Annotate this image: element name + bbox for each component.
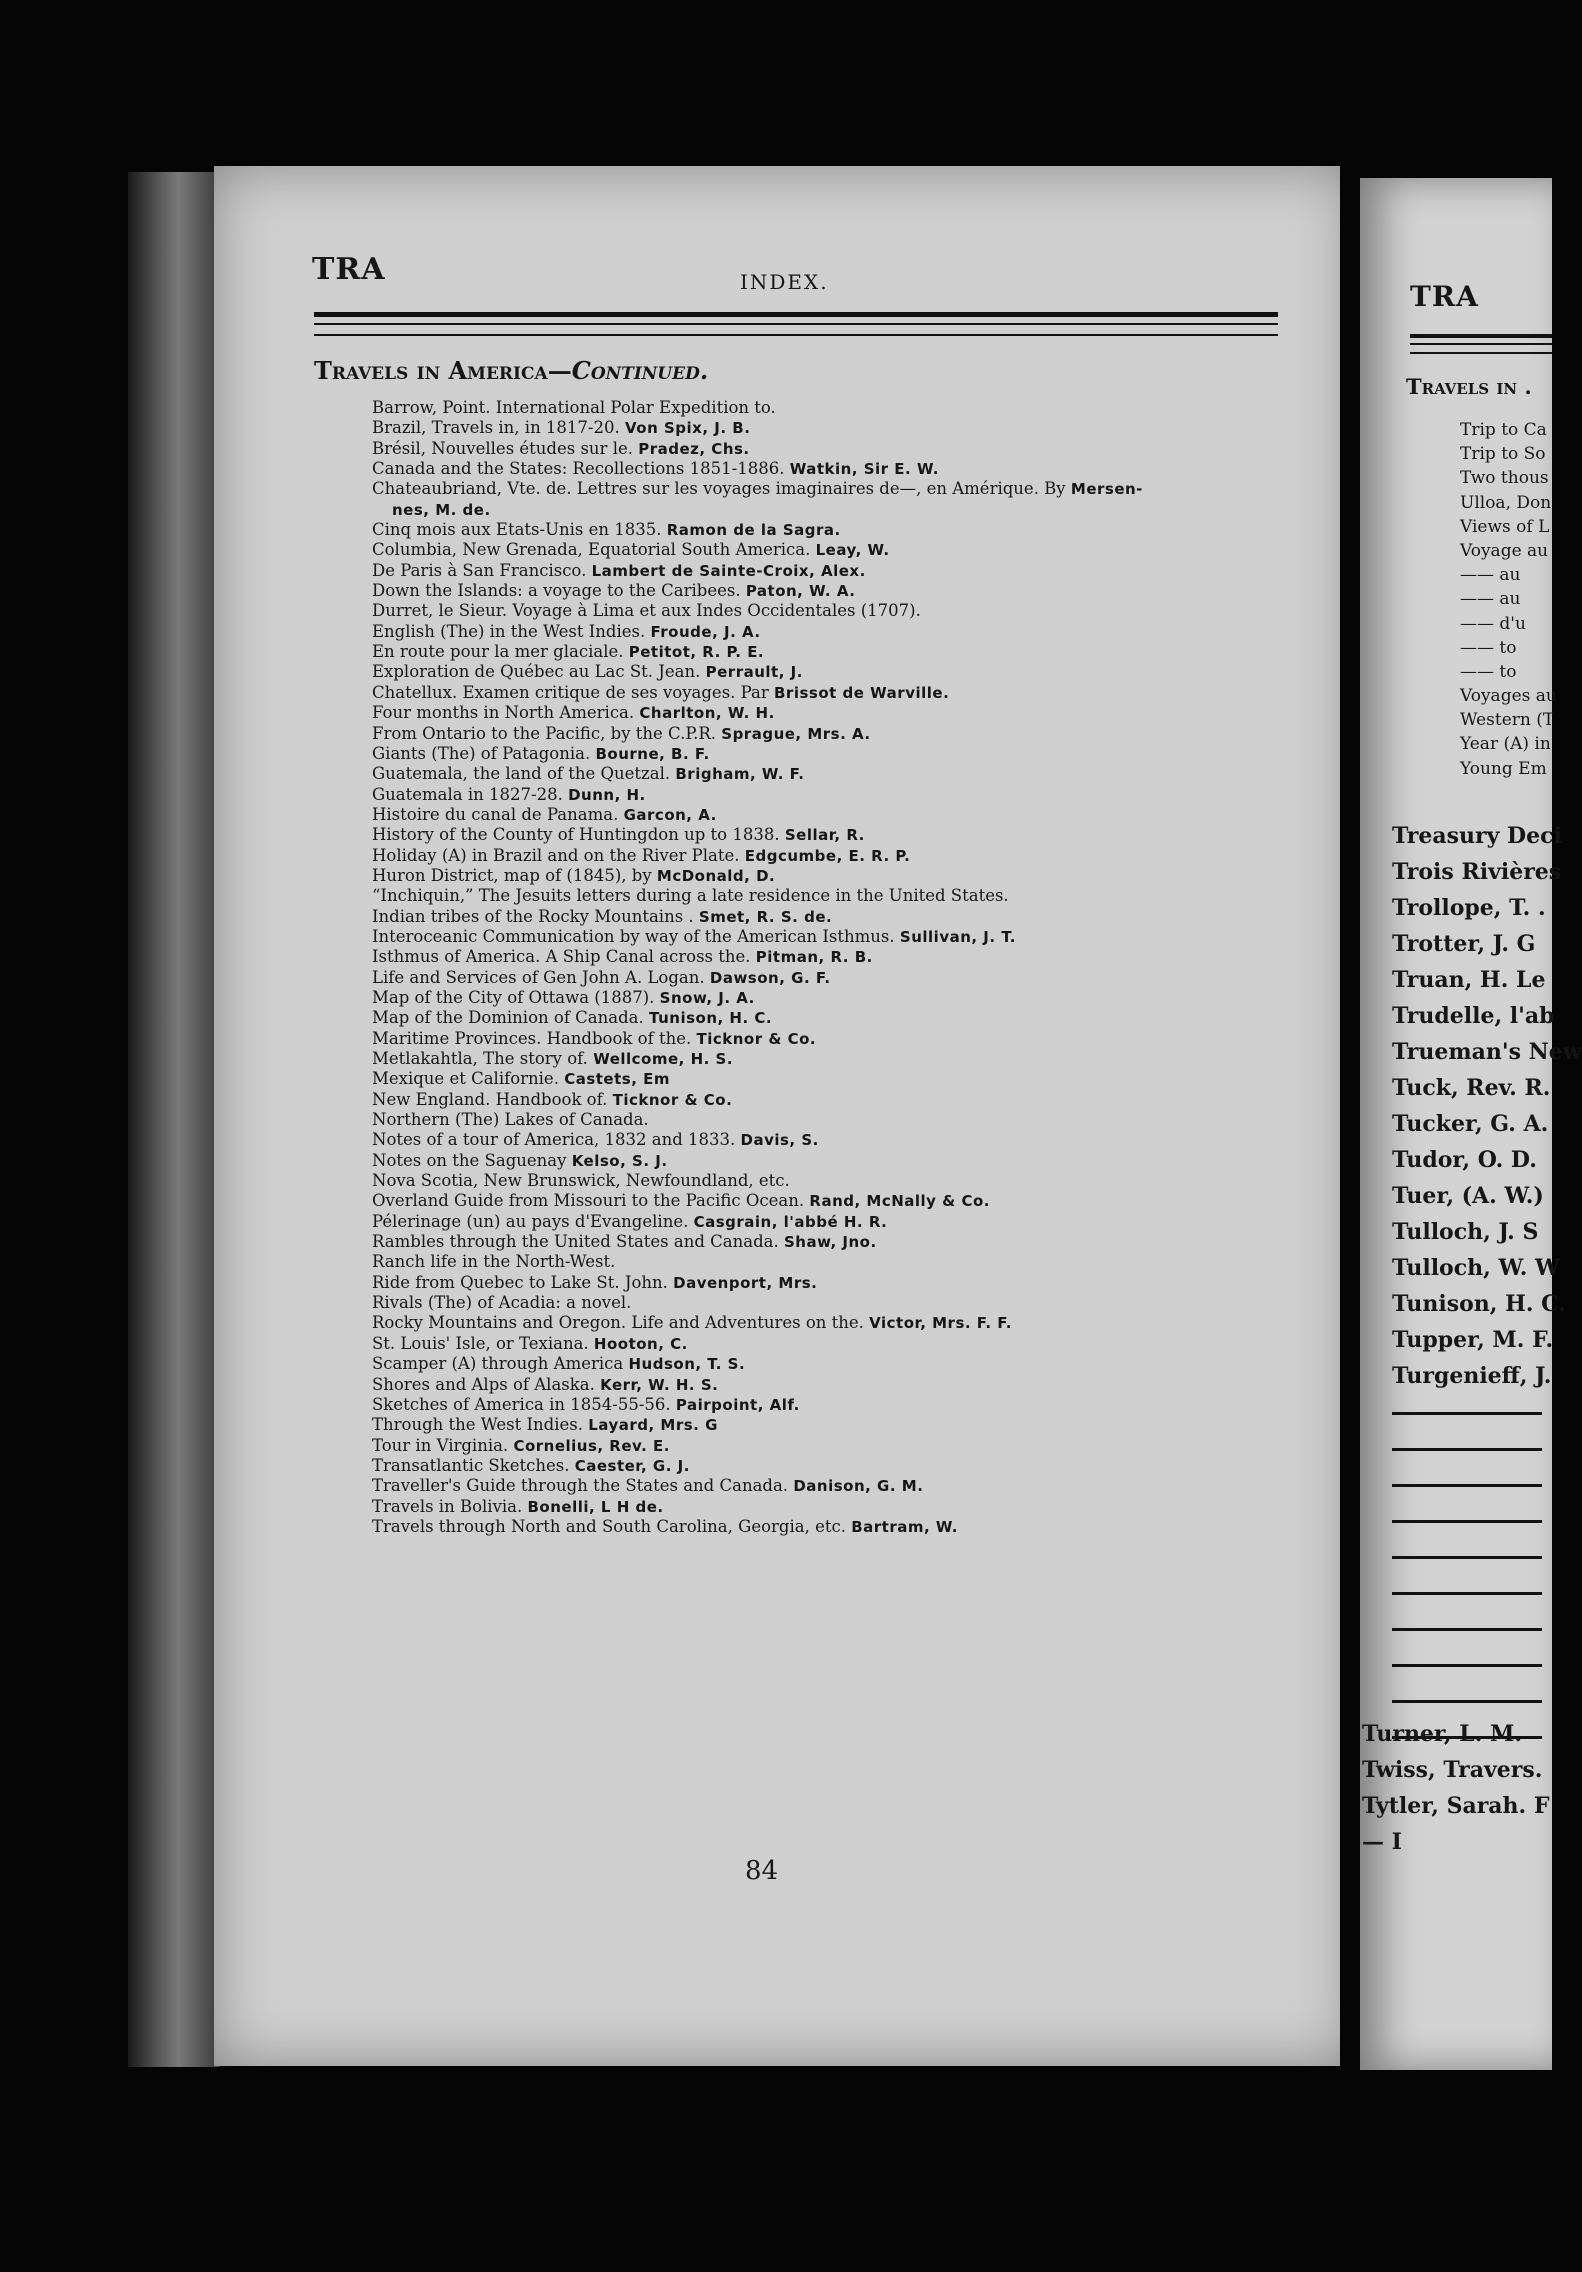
- index-entry: [372, 724, 1292, 744]
- entry-author: Lambert de Sainte-Croix, Alex.: [591, 561, 866, 580]
- right-tail-entry: Turner, L. M.: [1362, 1721, 1523, 1747]
- entry-author: Froude, J. A.: [650, 622, 761, 641]
- entry-author: Dawson, G. F.: [709, 968, 831, 987]
- index-entry: [372, 1212, 1292, 1232]
- header-rule-thick: [314, 312, 1278, 317]
- section-continued: Continued.: [571, 356, 709, 385]
- entry-title: Travels in Bolivia.: [372, 1496, 523, 1516]
- entry-title: Transatlantic Sketches.: [372, 1455, 570, 1475]
- entry-author: Pitman, R. B.: [755, 948, 873, 967]
- ditto-rule: [1392, 1466, 1582, 1502]
- index-entry: [372, 1354, 1292, 1374]
- entry-title: En route pour la mer glaciale.: [372, 642, 624, 662]
- entry-title: Brazil, Travels in, in 1817-20.: [372, 418, 620, 438]
- right-sub-entry: Year (A) in: [1460, 734, 1551, 755]
- index-entry: [372, 927, 1292, 947]
- right-main-entry: Tulloch, W. W: [1392, 1255, 1560, 1281]
- entry-title: “Inchiquin,” The Jesuits letters during a late residence in the United States.: [372, 886, 1009, 906]
- header-rule-thin: [314, 323, 1278, 325]
- right-main-entry: Tucker, G. A.: [1392, 1111, 1549, 1137]
- index-entry: [372, 825, 1292, 845]
- entry-title: Through the West Indies.: [372, 1415, 583, 1435]
- index-entry: [372, 1049, 1292, 1069]
- entry-title: Canada and the States: Recollections 1851-1886.: [372, 459, 785, 479]
- entry-title: Notes on the Saguenay: [372, 1150, 567, 1170]
- entry-title: Four months in North America.: [372, 703, 635, 723]
- index-entry: [372, 764, 1292, 784]
- entry-title: Rocky Mountains and Oregon. Life and Adventures on the.: [372, 1313, 864, 1333]
- entry-author: Hooton, C.: [593, 1334, 688, 1353]
- index-entry-list: [372, 398, 1292, 1537]
- index-entry: [372, 866, 1292, 886]
- entry-author: Edgcumbe, E. R. P.: [744, 846, 911, 865]
- entry-author: Pradez, Chs.: [638, 439, 750, 458]
- entry-title: Isthmus of America. A Ship Canal across the.: [372, 947, 751, 967]
- entry-title: Guatemala, the land of the Quetzal.: [372, 764, 671, 784]
- index-entry: [372, 1395, 1292, 1415]
- entry-author: Davenport, Mrs.: [673, 1273, 818, 1292]
- entry-author: Snow, J. A.: [659, 988, 755, 1007]
- entry-author: Charlton, W. H.: [639, 704, 775, 723]
- entry-author: Leay, W.: [815, 541, 890, 560]
- index-entry: [372, 1069, 1292, 1089]
- book-spine-edge: [128, 172, 220, 2067]
- entry-title: From Ontario to the Pacific, by the C.P.R.: [372, 723, 717, 743]
- entry-author: Sullivan, J. T.: [899, 927, 1016, 946]
- entry-title: Histoire du canal de Panama.: [372, 804, 619, 824]
- entry-author: Dunn, H.: [568, 785, 646, 804]
- entry-author: Von Spix, J. B.: [625, 419, 751, 438]
- entry-title: Map of the City of Ottawa (1887).: [372, 987, 655, 1007]
- entry-title: Nova Scotia, New Brunswick, Newfoundland, etc.: [372, 1171, 790, 1191]
- entry-title: Durret, le Sieur. Voyage à Lima et aux Indes Occidentales (1707).: [372, 601, 921, 621]
- entry-title: Giants (The) of Patagonia.: [372, 743, 591, 763]
- entry-title: De Paris à San Francisco.: [372, 560, 587, 580]
- index-entry: [372, 418, 1292, 438]
- index-entry: [372, 459, 1292, 479]
- index-entry: [372, 907, 1292, 927]
- entry-author: Davis, S.: [740, 1131, 819, 1150]
- right-sub-entry: —— to: [1460, 661, 1517, 682]
- index-entry: [372, 1293, 1292, 1313]
- right-main-entry: Trueman's New: [1392, 1039, 1582, 1065]
- index-entry: [372, 1273, 1292, 1293]
- entry-title: History of the County of Huntingdon up to 1838.: [372, 825, 780, 845]
- ditto-rule: [1392, 1394, 1582, 1430]
- index-entry: [372, 886, 1292, 906]
- entry-title: Map of the Dominion of Canada.: [372, 1008, 644, 1028]
- index-entry: [372, 398, 1292, 418]
- entry-author: Shaw, Jno.: [784, 1233, 877, 1252]
- right-header-rule: [1410, 352, 1552, 354]
- entry-title: Chateaubriand, Vte. de. Lettres sur les voyages imaginaires de—, en Amérique. By: [372, 479, 1066, 499]
- right-sub-entry: Trip to So: [1460, 444, 1546, 465]
- entry-title: Ranch life in the North-West.: [372, 1252, 616, 1272]
- entry-title: Sketches of America in 1854-55-56.: [372, 1394, 671, 1414]
- section-heading-text: Travels in America—: [314, 356, 572, 385]
- entry-author: Kerr, W. H. S.: [600, 1375, 719, 1394]
- right-sub-entry: Voyages au: [1460, 686, 1557, 707]
- entry-author: Danison, G. M.: [793, 1477, 924, 1496]
- right-tail-entry: — I: [1362, 1829, 1402, 1855]
- entry-author: Pairpoint, Alf.: [675, 1395, 800, 1414]
- index-entry: [372, 805, 1292, 825]
- right-running-head-code: TRA: [1410, 280, 1479, 313]
- entry-author: McDonald, D.: [656, 866, 776, 885]
- right-section-heading: Travels in .: [1406, 374, 1532, 399]
- entry-title: Rambles through the United States and Canada.: [372, 1232, 779, 1252]
- entry-author: Bonelli, L H de.: [527, 1497, 664, 1516]
- entry-title: Cinq mois aux Etats-Unis en 1835.: [372, 520, 662, 540]
- entry-title: Maritime Provinces. Handbook of the.: [372, 1028, 692, 1048]
- entry-author: Ticknor & Co.: [696, 1029, 817, 1048]
- index-entry: [372, 561, 1292, 581]
- entry-title: Columbia, New Grenada, Equatorial South America.: [372, 540, 811, 560]
- entry-title: Barrow, Point. International Polar Expedition to.: [372, 398, 776, 417]
- right-main-entry: Trotter, J. G: [1392, 931, 1536, 957]
- running-head-title: INDEX.: [740, 270, 829, 294]
- entry-title: Metlakahtla, The story of.: [372, 1049, 588, 1068]
- index-entry: [372, 1110, 1292, 1130]
- right-sub-entry: Western (T: [1460, 710, 1555, 731]
- ditto-rule: [1392, 1538, 1582, 1574]
- entry-author: Wellcome, H. S.: [593, 1050, 734, 1068]
- entry-title: Guatemala in 1827-28.: [372, 784, 563, 804]
- index-entry: [372, 988, 1292, 1008]
- index-entry: [372, 846, 1292, 866]
- right-main-entry: Tupper, M. F.: [1392, 1327, 1554, 1353]
- right-main-entry: Trollope, T. .: [1392, 895, 1546, 921]
- entry-title: Huron District, map of (1845), by: [372, 865, 652, 885]
- entry-author: Layard, Mrs. G: [588, 1416, 718, 1435]
- right-main-entry: Tuck, Rev. R.: [1392, 1075, 1551, 1101]
- entry-author: Watkin, Sir E. W.: [789, 460, 939, 479]
- right-main-entry: Truan, H. Le: [1392, 967, 1546, 993]
- right-sub-entry: Views of L: [1460, 516, 1550, 537]
- right-main-entry: Trudelle, l'ab: [1392, 1003, 1555, 1029]
- right-sub-entry: —— au: [1460, 565, 1521, 586]
- index-entry: [372, 1252, 1292, 1272]
- entry-author: Perrault, J.: [705, 663, 803, 682]
- index-entry: [372, 540, 1292, 560]
- ditto-rule: [1392, 1502, 1582, 1538]
- entry-title: Life and Services of Gen John A. Logan.: [372, 967, 705, 987]
- index-entry: [372, 744, 1292, 764]
- right-header-rule: [1410, 334, 1552, 338]
- index-entry: [372, 662, 1292, 682]
- index-entry: [372, 601, 1292, 621]
- index-entry: [372, 1375, 1292, 1395]
- index-entry: [372, 1456, 1292, 1476]
- entry-author: Petitot, R. P. E.: [628, 643, 765, 662]
- right-main-entry: Treasury Deci: [1392, 823, 1562, 849]
- right-tail-entry: Twiss, Travers.: [1362, 1757, 1543, 1783]
- entry-author: Garcon, A.: [623, 805, 717, 824]
- index-entry: [372, 642, 1292, 662]
- index-entry: [372, 968, 1292, 988]
- entry-title: Shores and Alps of Alaska.: [372, 1374, 595, 1394]
- entry-author: Sellar, R.: [784, 826, 865, 845]
- entry-author: Casgrain, l'abbé H. R.: [693, 1212, 888, 1231]
- index-entry: [372, 1008, 1292, 1028]
- index-entry: [372, 1232, 1292, 1252]
- index-entry: [372, 479, 1292, 499]
- right-sub-entry: —— d'u: [1460, 613, 1526, 634]
- page-number: 84: [745, 1856, 779, 1886]
- entry-author: Mersen-: [1070, 480, 1143, 499]
- ditto-rule: [1392, 1430, 1582, 1466]
- entry-title: Tour in Virginia.: [372, 1435, 509, 1455]
- right-header-rule: [1410, 343, 1552, 345]
- entry-author: Brissot de Warville.: [774, 683, 950, 702]
- index-entry: [372, 683, 1292, 703]
- entry-title: English (The) in the West Indies.: [372, 621, 646, 641]
- index-entry: [372, 1497, 1292, 1517]
- entry-title: Overland Guide from Missouri to the Pacific Ocean.: [372, 1191, 805, 1211]
- index-entry: [372, 581, 1292, 601]
- entry-title: Northern (The) Lakes of Canada.: [372, 1110, 649, 1130]
- entry-title: Travels through North and South Carolina, Georgia, etc.: [372, 1516, 846, 1536]
- entry-title: Traveller's Guide through the States and Canada.: [372, 1476, 789, 1496]
- right-sub-entry-list: [1460, 418, 1557, 781]
- entry-author: Hudson, T. S.: [628, 1355, 746, 1374]
- entry-author: Rand, McNally & Co.: [809, 1192, 990, 1211]
- index-entry: [372, 947, 1292, 967]
- entry-title: Brésil, Nouvelles études sur le.: [372, 438, 633, 458]
- right-main-entry: Trois Rivières: [1392, 859, 1562, 885]
- entry-title: Down the Islands: a voyage to the Caribees.: [372, 581, 741, 601]
- index-entry: [372, 785, 1292, 805]
- entry-author: Tunison, H. C.: [649, 1009, 773, 1028]
- entry-title: Indian tribes of the Rocky Mountains .: [372, 906, 694, 926]
- right-tail-entry: Tytler, Sarah. F: [1362, 1793, 1550, 1819]
- entry-title: Rivals (The) of Acadia: a novel.: [372, 1293, 632, 1313]
- running-head-code: TRA: [312, 252, 386, 287]
- index-entry: [372, 1171, 1292, 1191]
- index-entry: [372, 703, 1292, 723]
- ditto-rule: [1392, 1646, 1582, 1682]
- index-entry: [372, 1334, 1292, 1354]
- right-sub-entry: —— au: [1460, 589, 1521, 610]
- right-tail-entry-list: [1362, 1716, 1549, 1860]
- entry-title: New England. Handbook of.: [372, 1089, 608, 1109]
- section-heading: [314, 356, 708, 385]
- entry-author: nes, M. de.: [392, 500, 491, 519]
- right-main-entry: Tudor, O. D.: [1392, 1147, 1537, 1173]
- index-entry: [372, 622, 1292, 642]
- index-entry: [372, 500, 1292, 520]
- index-entry: [372, 1090, 1292, 1110]
- right-main-entry: Tulloch, J. S: [1392, 1219, 1539, 1245]
- entry-author: Bourne, B. F.: [595, 744, 710, 763]
- index-entry: [372, 1313, 1292, 1333]
- right-main-entry: Tuer, (A. W.): [1392, 1183, 1544, 1209]
- index-entry: [372, 1191, 1292, 1211]
- entry-title: Pélerinage (un) au pays d'Evangeline.: [372, 1211, 689, 1231]
- right-sub-entry: Voyage au: [1460, 540, 1549, 561]
- entry-title: Mexique et Californie.: [372, 1069, 559, 1089]
- entry-author: Castets, Em: [564, 1070, 671, 1089]
- entry-title: St. Louis' Isle, or Texiana.: [372, 1333, 589, 1353]
- entry-title: Holiday (A) in Brazil and on the River Plate.: [372, 845, 740, 865]
- right-sub-entry: Young Em: [1460, 758, 1547, 779]
- index-entry: [372, 1415, 1292, 1435]
- entry-title: Notes of a tour of America, 1832 and 1833.: [372, 1130, 736, 1150]
- header-rule-thin: [314, 334, 1278, 336]
- entry-title: Scamper (A) through America: [372, 1354, 624, 1374]
- entry-author: Ramon de la Sagra.: [666, 521, 841, 540]
- entry-author: Victor, Mrs. F. F.: [869, 1314, 1012, 1333]
- entry-author: Caester, G. J.: [574, 1456, 690, 1475]
- right-sub-entry: Two thous: [1460, 468, 1549, 489]
- ditto-rule: [1392, 1610, 1582, 1646]
- right-sub-entry: —— to: [1460, 637, 1517, 658]
- index-entry: [372, 520, 1292, 540]
- entry-author: Brigham, W. F.: [675, 765, 805, 784]
- right-sub-entry: Ulloa, Don: [1460, 492, 1552, 513]
- entry-author: Cornelius, Rev. E.: [513, 1436, 670, 1455]
- entry-author: Paton, W. A.: [745, 582, 856, 601]
- index-entry: [372, 439, 1292, 459]
- entry-author: Smet, R. S. de.: [698, 907, 833, 926]
- entry-author: Bartram, W.: [851, 1517, 958, 1536]
- entry-title: Interoceanic Communication by way of the American Isthmus.: [372, 926, 895, 946]
- index-entry: [372, 1436, 1292, 1456]
- entry-title: Exploration de Québec au Lac St. Jean.: [372, 662, 701, 682]
- ditto-rule: [1392, 1682, 1582, 1718]
- entry-author: Sprague, Mrs. A.: [721, 724, 871, 743]
- index-entry: [372, 1029, 1292, 1049]
- index-entry: [372, 1130, 1292, 1150]
- entry-title: Chatellux. Examen critique de ses voyages. Par: [372, 682, 769, 702]
- ditto-rule: [1392, 1574, 1582, 1610]
- entry-author: Kelso, S. J.: [571, 1151, 668, 1170]
- index-entry: [372, 1476, 1292, 1496]
- right-sub-entry: Trip to Ca: [1460, 420, 1547, 440]
- index-entry: [372, 1151, 1292, 1171]
- right-main-entry: Turgenieff, J.: [1392, 1363, 1552, 1389]
- index-entry: [372, 1517, 1292, 1537]
- entry-author: Ticknor & Co.: [612, 1090, 733, 1109]
- entry-title: Ride from Quebec to Lake St. John.: [372, 1272, 668, 1292]
- right-main-entry: Tunison, H. C.: [1392, 1291, 1566, 1317]
- right-main-entry-list: [1392, 818, 1582, 1754]
